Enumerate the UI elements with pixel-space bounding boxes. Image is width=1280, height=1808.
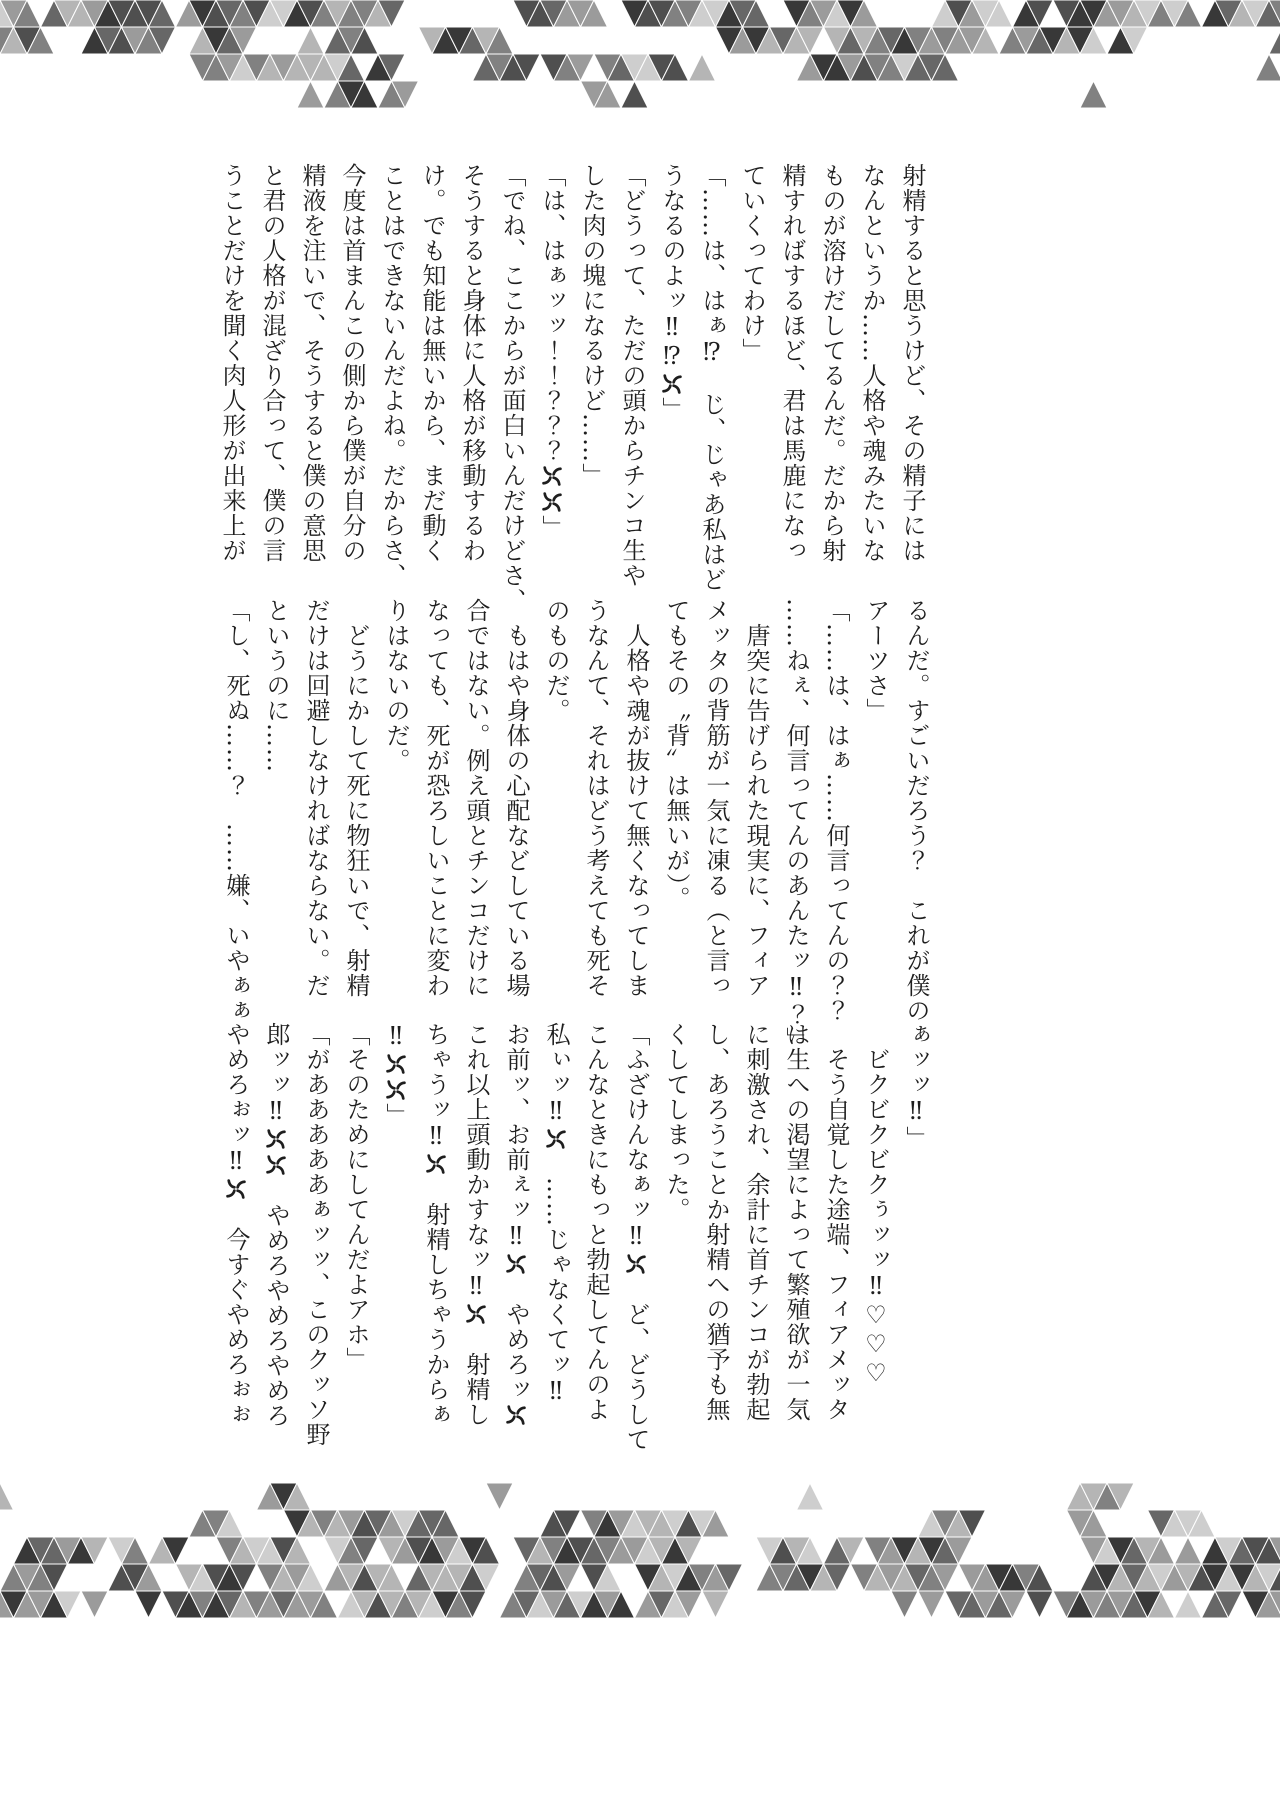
anger-mark-icon [225,1178,247,1200]
vertical-text-line: うなんて、それはどう考えても死そ [582,598,610,998]
text-block-1 [212,163,932,613]
vertical-text-line: これ以上頭動かすなッ‼ 射精し [462,1022,490,1427]
vertical-text-line: メッタの背筋が一気に凍る（と言っ [702,598,730,998]
vertical-text-line: ものが溶けだしてるんだ。だから射 [818,163,846,563]
anger-mark-icon [425,1153,447,1175]
anger-mark-icon [265,1128,287,1150]
vertical-text-line: お前ッ、お前ぇッ‼ やめろッ [496,1022,536,1452]
vertical-text-line: ……ねぇ、何言ってんのあんたッ‼？」 [782,598,810,1052]
vertical-text-line: もはや身体の心配などしている場 [502,598,530,998]
anger-mark-icon [545,1128,567,1150]
vertical-text-line: どうにかして死に物狂いで、射精 [342,598,370,998]
vertical-text-line: ‼」 [382,1022,410,1128]
vertical-text-line: やめろぉッ‼ 今すぐやめろぉぉ [222,1022,250,1427]
vertical-text-line: なんというか……人格や魂みたいな [858,163,886,563]
vertical-text-line: は生への渇望によって繁殖欲が一気 [782,1022,810,1422]
vertical-text-line: 郎ッッ‼ やめろやめろやめろ [262,1022,290,1428]
anger-mark-icon [541,465,563,487]
vertical-text-line: こんなときにもっと勃起してんのよ [582,1022,610,1422]
vertical-text-line: 精すればするほど、君は馬鹿になっ [778,163,806,563]
anger-mark-icon [505,1253,527,1275]
anger-mark-icon [265,1154,287,1176]
vertical-text-line: し、あろうことか射精への猶予も無 [702,1022,730,1422]
anger-mark-icon [385,1053,407,1075]
vertical-text-line: 今度は首まんこの側から僕が自分の [338,163,366,563]
vertical-text-line: と君の人格が混ざり合って、僕の言 [258,163,286,563]
vertical-text-line: 「は、はぁッッ！！？？？」 [538,163,566,540]
vertical-text-line: に刺激され、余計に首チンコが勃起 [742,1022,770,1422]
vertical-text-line: というのに…… [262,598,290,773]
vertical-text-line: くしてしまった。 [662,1022,690,1222]
vertical-text-line: ビクビクビクぅッッ‼♡♡♡ [862,1022,890,1388]
vertical-text-line: だけは回避しなければならない。だ [302,598,330,998]
vertical-text-line: 「し、死ぬ……？ ……嫌、いやぁぁ [222,598,250,1023]
vertical-text-line: 人格や魂が抜けて無くなってしま [622,598,650,998]
vertical-text-line: ちゃうッ‼ 射精しちゃうからぁ [422,1022,450,1427]
anger-mark-icon [465,1303,487,1325]
vertical-text-line: 「どうって、ただの頭からチンコ生や [618,163,646,588]
vertical-text-line: 唐突に告げられた現実に、フィア [742,598,770,998]
vertical-text-line: け。でも知能は無いから、まだ動く [418,163,446,563]
vertical-text-line: ていくってわけ」 [738,163,766,363]
vertical-text-line: のものだ。 [542,598,570,723]
vertical-text-line: りはないのだ。 [382,598,410,773]
vertical-text-line: ことはできないんだよね。だからさ、 [378,163,406,588]
triangle-mosaic-bottom [0,1483,1280,1618]
anger-mark-icon [625,1253,647,1275]
text-block-2 [216,598,936,1052]
vertical-text-line: てもその〝背〟は無いが）。 [662,598,690,911]
vertical-text-line: うなるのよッ‼⁉」 [658,163,686,422]
vertical-text-line: 合ではない。例え頭とチンコだけに [462,598,490,998]
vertical-text-line: 「……は、はぁ⁉ じ、じゃあ私はど [698,163,726,592]
vertical-text-line: 「でね、ここからが面白いんだけどさ、 [498,163,526,613]
vertical-text-line: そうすると身体に人格が移動するわ [458,163,486,563]
vertical-text-line: した肉の塊になるけど……」 [578,163,606,488]
triangle-mosaic-top [0,0,1280,108]
anger-mark-icon [385,1079,407,1101]
vertical-text-line: 射精すると思うけど、その精子には [898,163,926,563]
anger-mark-icon [505,1404,527,1426]
vertical-text-line: 「……は、はぁ……何言ってんの？？ [822,598,850,1023]
vertical-text-line: ぁッッ‼」 [902,1022,930,1151]
vertical-text-line: 精液を注いで、そうすると僕の意思 [298,163,326,563]
vertical-text-line: 「があああああぁッッ、このクッソ野 [302,1022,330,1447]
anger-mark-icon [541,491,563,513]
vertical-text-line: 私ぃッ‼ ……じゃなくてッ‼ [542,1022,570,1406]
vertical-text-line: るんだ。すごいだろう？ これが僕の [902,598,930,1023]
vertical-text-line: 「ふざけんなぁッ‼ ど、どうして [622,1022,650,1452]
vertical-text-line: うことだけを聞く肉人形が出来上が [218,163,246,563]
text-block-3 [216,1022,936,1452]
vertical-text-line: そう自覚した途端、フィアメッタ [822,1022,850,1422]
vertical-text-line: なっても、死が恐ろしいことに変わ [422,598,450,998]
anger-mark-icon [661,373,683,395]
vertical-text-line: アーツさ」 [862,598,890,723]
vertical-text-line: 「そのためにしてんだよアホ」 [342,1022,370,1372]
